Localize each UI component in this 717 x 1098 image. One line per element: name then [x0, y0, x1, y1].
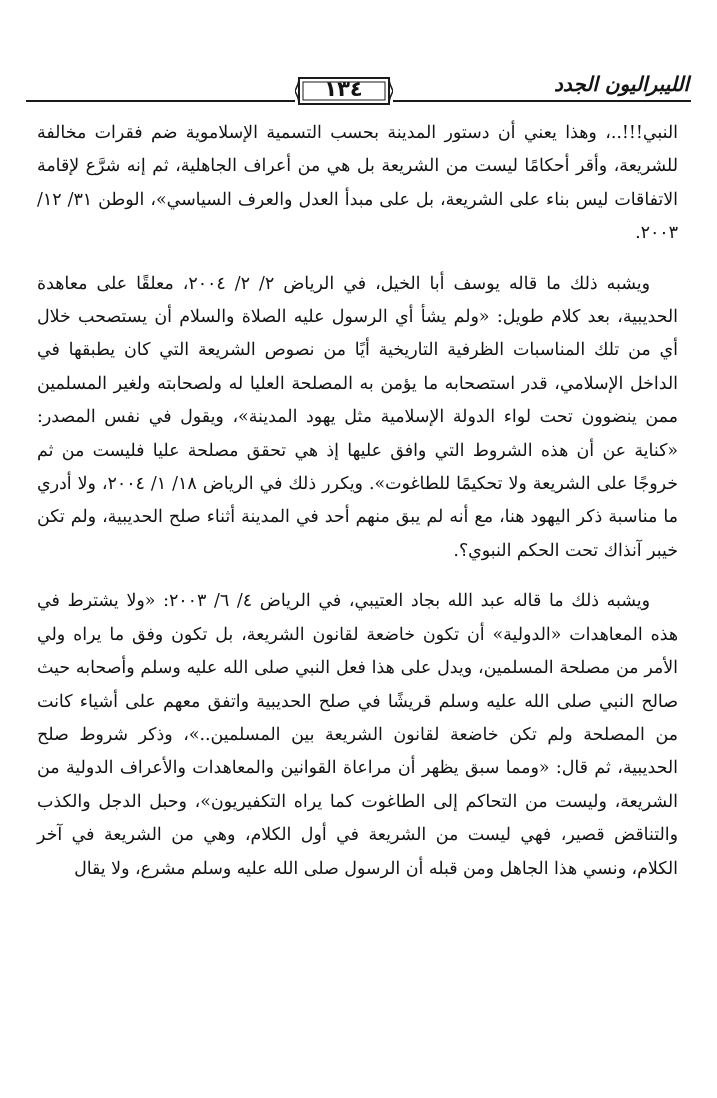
paragraph-1: النبي!!!..، وهذا يعني أن دستور المدينة بحسب التسمية الإسلاموية ضم فقرات مخالفة للشريعة، وأقر أحكامًا ليست من الشريعة بل هي من أعراف الجاهلية، ثم إنه شرَّع لإقامة الاتفاقات ليس بناء على الشريعة، بل على مبدأ العدل والعرف السياسي»، الوطن ٣١/ ١٢/ ٢٠٠٣.	[37, 123, 679, 244]
running-title: الليبراليون الجدد	[546, 72, 689, 96]
page-header	[26, 70, 691, 114]
paragraph-3: ويشبه ذلك ما قاله عبد الله بجاد العتيبي، في الرياض ٤/ ٦/ ٢٠٠٣: «ولا يشترط في هذه المعاهدات «الدولية» أن تكون خاضعة لقانون الشريعة، بل تكون وفق ما يراه ولي الأمر من مصلحة المسلمين، ويدل على هذا فعل النبي صلى الله عليه وسلم وأصحابه حيث صالح النبي صلى الله عليه وسلم قريشًا في صلح الحديبية واتفق معهم على أشياء كانت من المصلحة ولم تكن خاضعة لقانون الشريعة بين المسلمين..»، وذكر شروط صلح الحديبية، ثم قال: «ومما سبق يظهر أن مراعاة القوانين والمعاهدات والأعراف الدولية من الشريعة، وليست من التحاكم إلى الطاغوت كما يراه التكفيريون»، وحبل الدجل والكذب والتناقض قصير، فهي ليست من الشريعة في أول الكلام، وهي من الشريعة في آخر الكلام، ونسي هذا الجاهل ومن قبله أن الرسول صلى الله عليه وسلم مشرع، ولا يقال	[37, 591, 678, 879]
page-number: ١٣٤	[324, 77, 363, 101]
page-body	[37, 117, 678, 886]
page-number-frame	[295, 74, 393, 106]
paragraph-2: ويشبه ذلك ما قاله يوسف أبا الخيل، في الرياض ٢/ ٢/ ٢٠٠٤، معلقًا على معاهدة الحديبية، بعد كلام طويل: «ولم يشأ أي الرسول عليه الصلاة والسلام أن يستصحب خلال أي من تلك المناسبات الظرفية التاريخية أيًا من نصوص الشريعة التي كان يطبقها في الداخل الإسلامي، قدر استصحابه ما يؤمن به المصلحة العليا له ولصحابته ولغير المسلمين ممن ينضوون تحت لواء الدولة الإسلامية مثل يهود المدينة»، ويقول في نفس المصدر: «كناية عن أن هذه الشروط التي وافق عليها إذ هي تحقق مصلحة عليا فليست من ثم خروجًا على الشريعة ولا تحكيمًا للطاغوت». ويكرر ذلك في الرياض ١٨/ ١/ ٢٠٠٤، ولا أدري ما مناسبة ذكر اليهود هنا، مع أنه لم يبق منهم أحد في المدينة أثناء صلح الحديبية، ولم تكن خيبر آنذاك تحت الحكم النبوي؟.	[37, 273, 679, 561]
